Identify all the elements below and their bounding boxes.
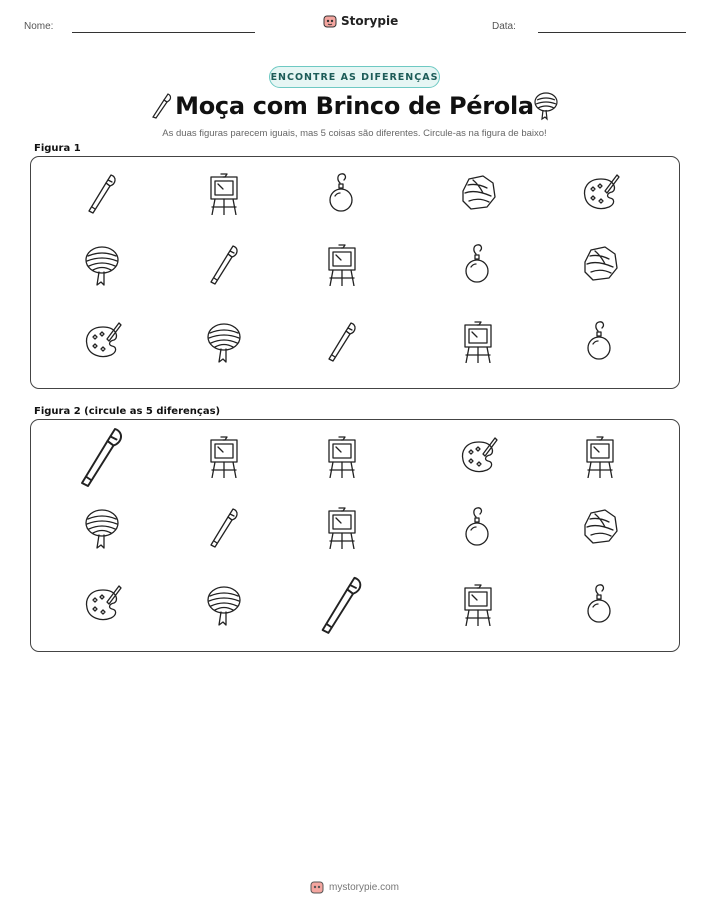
palette-icon[interactable] [579, 171, 623, 215]
brush-icon[interactable] [321, 319, 365, 363]
footer-url[interactable]: mystorypie.com [328, 881, 399, 893]
brand-name: Storypie [341, 14, 399, 28]
palette-icon[interactable] [81, 319, 125, 363]
figure1-panel[interactable] [30, 156, 680, 389]
pearl-earring-icon[interactable] [321, 171, 365, 215]
figure1-label: Figura 1 [34, 143, 81, 154]
brush-icon[interactable] [203, 242, 247, 286]
footer [0, 880, 709, 894]
rock-icon[interactable] [579, 242, 623, 286]
pearl-earring-icon[interactable] [579, 582, 623, 626]
name-label: Nome: [24, 21, 54, 32]
name-line[interactable] [72, 32, 255, 33]
brush-icon[interactable] [81, 171, 125, 215]
easel-icon[interactable] [321, 242, 365, 286]
date-line[interactable] [538, 32, 686, 33]
storypie-mascot-icon [310, 880, 324, 894]
instructions: As duas figuras parecem iguais, mas 5 coisas são diferentes. Circule-as na figura de baixo! [162, 128, 547, 139]
palette-icon[interactable] [457, 434, 501, 478]
easel-icon[interactable] [321, 434, 365, 478]
turban-icon[interactable] [203, 319, 247, 363]
brush-icon[interactable] [70, 423, 136, 489]
easel-icon[interactable] [203, 171, 247, 215]
brush-icon[interactable] [311, 572, 375, 636]
easel-icon[interactable] [203, 434, 247, 478]
easel-icon[interactable] [321, 505, 365, 549]
figure2-panel[interactable] [30, 419, 680, 652]
easel-icon[interactable] [457, 582, 501, 626]
pearl-earring-icon[interactable] [457, 242, 501, 286]
activity-badge: ENCONTRE AS DIFERENÇAS [269, 66, 440, 88]
storypie-mascot-icon [323, 14, 337, 28]
easel-icon[interactable] [579, 434, 623, 478]
pearl-earring-icon[interactable] [457, 505, 501, 549]
figure2-label: Figura 2 (circule as 5 diferenças) [34, 406, 221, 417]
easel-icon[interactable] [457, 319, 501, 363]
pearl-earring-icon[interactable] [579, 319, 623, 363]
turban-icon[interactable] [203, 582, 247, 626]
brush-icon[interactable] [203, 505, 247, 549]
title-turban-icon [532, 90, 560, 122]
rock-icon[interactable] [579, 505, 623, 549]
date-label: Data: [492, 21, 516, 32]
turban-icon[interactable] [81, 505, 125, 549]
brand-logo [323, 14, 398, 28]
turban-icon[interactable] [81, 242, 125, 286]
palette-icon[interactable] [81, 582, 125, 626]
page-title: Moça com Brinco de Pérola [175, 92, 534, 120]
rock-icon[interactable] [457, 171, 501, 215]
